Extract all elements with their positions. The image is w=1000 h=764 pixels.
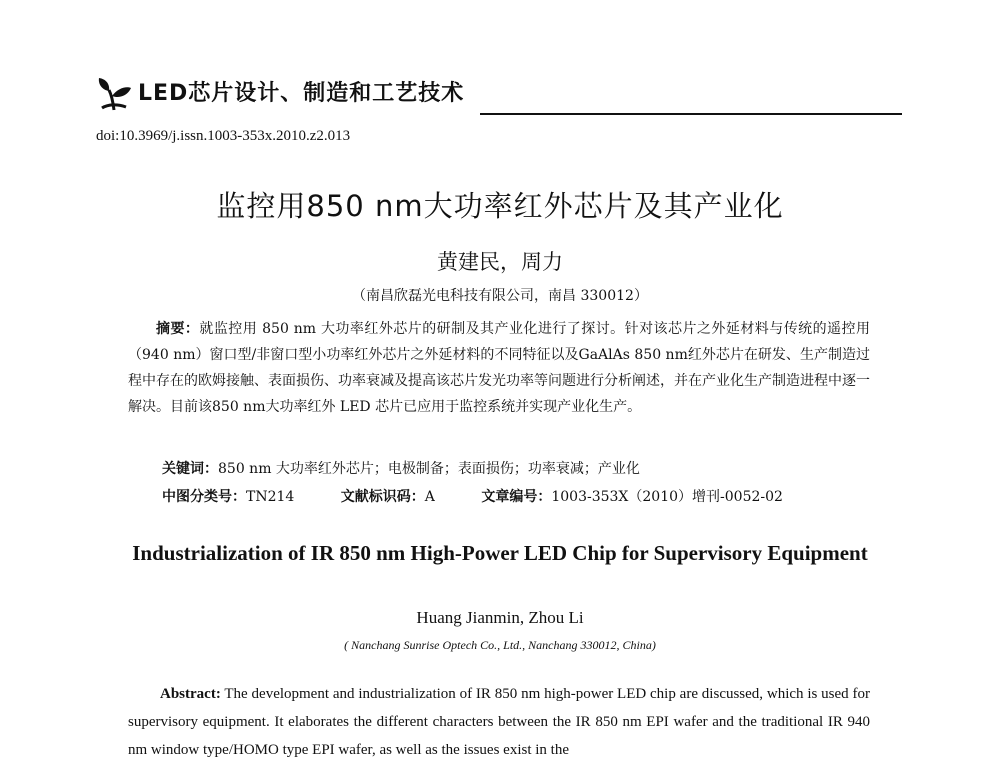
- article-no-label: 文章编号：: [481, 489, 552, 505]
- article-title-cn: 监控用850 nm大功率红外芯片及其产业化: [216, 189, 784, 223]
- abstract-en: [128, 680, 870, 764]
- abstract-en-label: Abstract:: [160, 686, 221, 702]
- affiliation-cn: （南昌欣磊光电科技有限公司，南昌 330012）: [352, 288, 648, 304]
- keywords-label: 关键词：: [162, 461, 218, 477]
- clc-value: TN214: [246, 489, 295, 505]
- abstract-cn-label: 摘要：: [156, 321, 200, 337]
- keywords-cn: [162, 458, 640, 478]
- keywords-text: 850 nm 大功率红外芯片；电极制备；表面损伤；功率衰减；产业化: [218, 461, 640, 477]
- doc-code-value: A: [424, 489, 435, 505]
- article-no-value: 1003-353X（2010）增刊-0052-02: [551, 489, 783, 505]
- section-header: [96, 72, 902, 118]
- abstract-cn: [128, 316, 870, 420]
- header-rule: [480, 113, 902, 115]
- abstract-en-text: The development and industrialization of IR 850 nm high-power LED chip are discussed, which is used for supervisory equipment. It elaborates the different characters between the IR 850 nm EPI wafer and the traditional IR 940 nm window type/HOMO type EPI wafer, as well as the issues exist in the: [128, 686, 870, 758]
- document-code: [341, 486, 435, 506]
- authors-en: Huang Jianmin, Zhou Li: [416, 608, 584, 627]
- doi: doi:10.3969/j.issn.1003-353x.2010.z2.013: [96, 128, 351, 144]
- article-title-en: Industrialization of IR 850 nm High-Power LED Chip for Supervisory Equipment: [132, 541, 868, 565]
- clc-label: 中图分类号：: [162, 489, 246, 505]
- affiliation-en: ( Nanchang Sunrise Optech Co., Ltd., Nanchang 330012, China): [344, 638, 656, 652]
- authors-cn: 黄建民，周力: [437, 250, 563, 274]
- doc-code-label: 文献标识码：: [340, 489, 425, 505]
- section-title: LED芯片设计、制造和工艺技术: [138, 81, 465, 106]
- article-number: [481, 486, 783, 506]
- classification-row: [162, 486, 783, 506]
- sprout-leaf-icon: [96, 76, 132, 112]
- clc-number: [162, 486, 294, 506]
- abstract-cn-text: 就监控用 850 nm 大功率红外芯片的研制及其产业化进行了探讨。针对该芯片之外延材料与传统的遥控用（940 nm）窗口型/非窗口型小功率红外芯片之外延材料的不同特征以及GaAlAs 850 nm红外芯片在研发、生产制造过程中存在的欧姆接触、表面损伤、功率衰减及提高该芯片发光功率等问题进行分析阐述，并在产业化生产制造进程中逐一解决。目前该850 nm大功率红外 LED 芯片已应用于监控系统并实现产业化生产。: [128, 321, 870, 415]
